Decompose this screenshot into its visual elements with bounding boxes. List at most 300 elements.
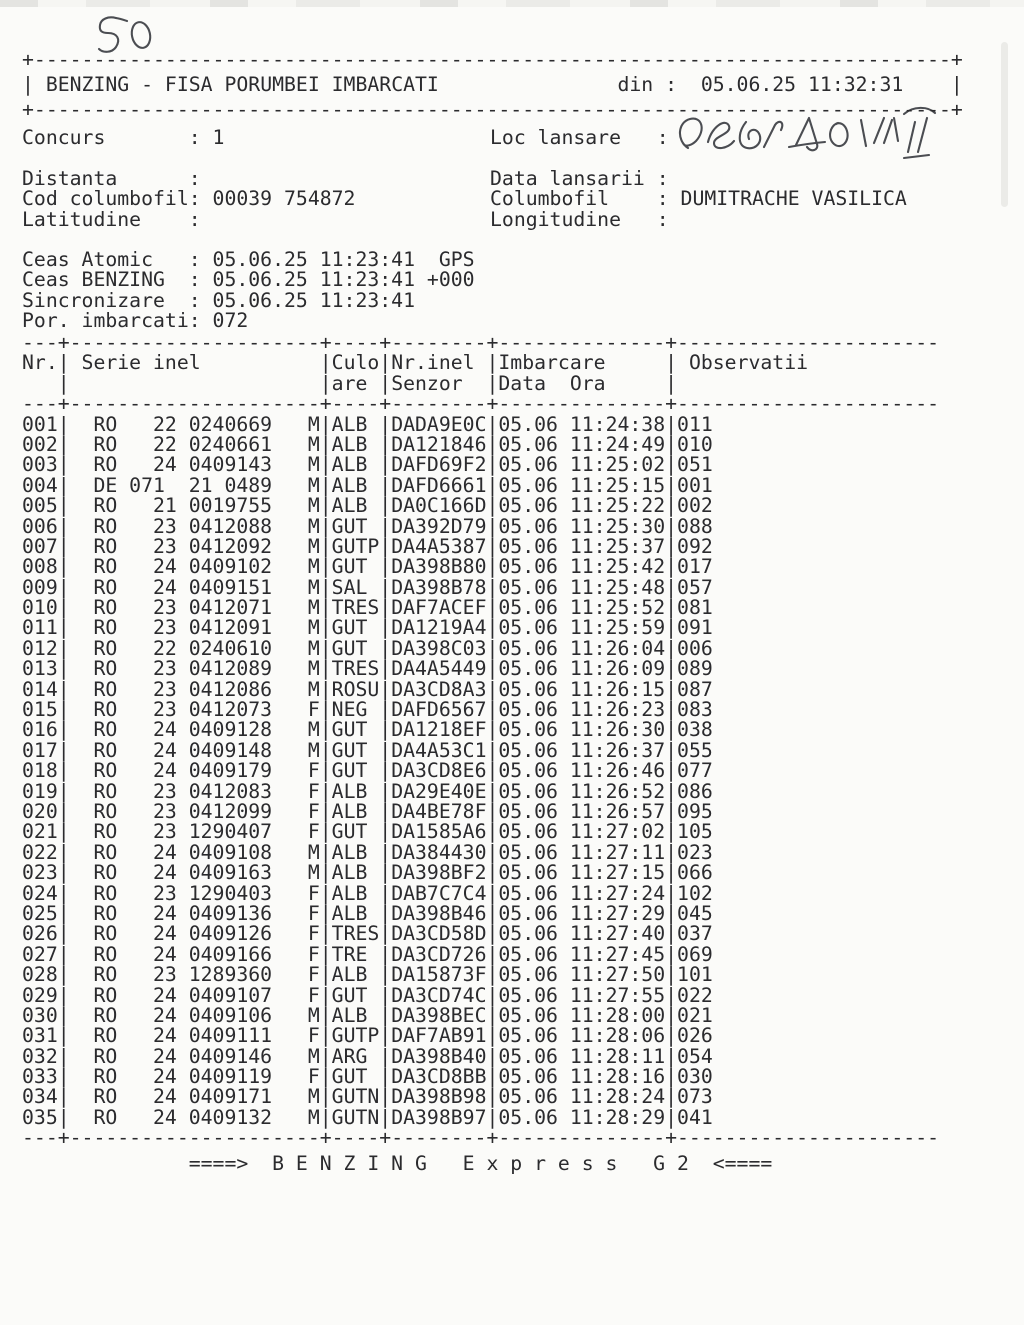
row-imbarcare xyxy=(498,432,666,456)
column-divider: | xyxy=(319,1024,332,1048)
row-serie-inel xyxy=(70,1044,320,1068)
row-imbarcare xyxy=(498,412,666,436)
row-serie-inel xyxy=(70,473,320,497)
row-data: 05.06 xyxy=(498,738,558,762)
row-imbarcare xyxy=(498,779,666,803)
column-divider: | xyxy=(319,963,332,987)
column-divider: | xyxy=(319,473,332,497)
row-imbarcare xyxy=(498,700,665,720)
row-senzor: DA398B97 xyxy=(391,1105,487,1129)
column-divider: | xyxy=(665,1024,678,1048)
column-divider: | xyxy=(57,963,70,987)
row-sex: M xyxy=(307,575,320,599)
row-serie-text: RO 23 1290407 xyxy=(93,820,273,844)
column-divider: | xyxy=(379,555,392,579)
row-data: 05.06 xyxy=(498,555,558,579)
row-senzor: DAF7ACEF xyxy=(391,596,487,620)
column-divider: | xyxy=(379,983,392,1007)
row-observatii: 086 xyxy=(677,779,713,803)
row-ora: 11:28:29 xyxy=(569,1105,666,1129)
column-divider: | xyxy=(57,351,70,375)
row-nr: 032 xyxy=(22,1044,58,1068)
info-block xyxy=(22,128,907,230)
row-sex: F xyxy=(307,759,320,783)
row-imbarcare xyxy=(498,1087,665,1107)
row-imbarcare xyxy=(498,557,665,577)
column-divider: | xyxy=(57,616,70,640)
row-serie-inel xyxy=(70,1026,320,1046)
table-row xyxy=(22,720,939,740)
column-divider: | xyxy=(379,1105,392,1129)
row-serie-text: RO 24 0409171 xyxy=(93,1085,273,1109)
row-observatii: 021 xyxy=(677,1003,713,1027)
row-imbarcare xyxy=(498,983,666,1007)
column-divider: | xyxy=(665,657,678,681)
table-row xyxy=(22,924,939,944)
row-culoare: ALB xyxy=(331,779,368,803)
column-divider: | xyxy=(57,555,70,579)
row-imbarcare xyxy=(498,618,665,638)
field-label: Columbofil xyxy=(490,187,610,210)
row-observatii: 083 xyxy=(677,698,713,722)
clock-block xyxy=(22,250,475,332)
row-ora: 11:25:52 xyxy=(569,596,666,620)
table-row xyxy=(22,514,939,538)
row-observatii: 077 xyxy=(677,759,713,783)
clock-ceas-benzing xyxy=(22,270,475,290)
column-divider: | xyxy=(486,1105,499,1129)
row-data: 05.06 xyxy=(498,677,558,701)
table-row xyxy=(22,1026,939,1046)
row-ora: 11:25:22 xyxy=(569,494,666,518)
row-serie-inel xyxy=(70,534,320,558)
row-serie-text: RO 24 0409166 xyxy=(93,942,273,966)
field-label: Ceas Atomic xyxy=(22,248,154,271)
column-divider: | xyxy=(57,677,70,701)
row-data: 05.06 xyxy=(498,412,558,436)
row-ora: 11:27:40 xyxy=(569,922,666,946)
column-divider: | xyxy=(57,983,70,1007)
row-observatii: 069 xyxy=(677,942,713,966)
column-divider: | xyxy=(57,1003,70,1027)
column-divider: | xyxy=(486,759,499,783)
row-nr: 016 xyxy=(22,718,58,742)
column-divider: | xyxy=(319,1003,332,1027)
row-ora: 11:28:16 xyxy=(569,1065,666,1089)
column-divider: | xyxy=(57,881,70,905)
row-senzor: DA398C03 xyxy=(391,636,487,660)
table-row xyxy=(22,881,939,905)
colon: : xyxy=(656,187,669,210)
column-divider: | xyxy=(379,677,392,701)
row-serie-inel xyxy=(70,700,320,720)
column-divider: | xyxy=(57,371,70,395)
row-serie-text: RO 23 0412086 xyxy=(93,677,273,701)
row-ora: 11:26:09 xyxy=(569,657,666,681)
row-observatii: 041 xyxy=(677,1105,713,1129)
column-divider: | xyxy=(665,698,678,722)
row-imbarcare xyxy=(498,636,666,660)
column-divider: | xyxy=(665,534,678,558)
column-divider: | xyxy=(486,698,499,722)
column-divider: | xyxy=(665,1085,678,1109)
row-nr: 031 xyxy=(22,1024,58,1048)
row-ora: 11:27:55 xyxy=(569,983,666,1007)
column-divider: | xyxy=(379,473,392,497)
column-divider: | xyxy=(665,412,678,436)
column-divider: | xyxy=(319,453,332,477)
row-ora: 11:26:46 xyxy=(569,759,666,783)
field-label: Data lansarii xyxy=(490,166,645,190)
row-ora: 11:27:29 xyxy=(569,901,666,925)
column-divider: | xyxy=(57,820,70,844)
row-culoare: TRES xyxy=(331,657,380,681)
table-row xyxy=(22,598,939,618)
row-observatii: 026 xyxy=(677,1024,713,1048)
row-ora: 11:25:59 xyxy=(569,616,666,640)
row-data: 05.06 xyxy=(498,453,558,477)
column-divider: | xyxy=(319,942,332,966)
row-imbarcare xyxy=(498,965,665,985)
info-loc-lansare xyxy=(490,128,681,149)
column-divider: | xyxy=(665,1003,678,1027)
row-culoare: GUT xyxy=(331,820,368,844)
row-ora: 11:25:48 xyxy=(569,575,666,599)
column-divider: | xyxy=(319,677,332,701)
row-senzor: DAFD6567 xyxy=(391,698,487,722)
row-serie-inel xyxy=(70,514,320,538)
row-nr: 027 xyxy=(22,942,58,966)
column-divider: | xyxy=(379,534,392,558)
row-serie-text: RO 24 0409163 xyxy=(93,861,273,885)
col-header-blank xyxy=(677,374,939,394)
row-serie-text: RO 24 0409126 xyxy=(93,922,273,946)
field-label: Cod columbofil xyxy=(22,187,189,210)
column-divider: | xyxy=(319,983,332,1007)
row-serie-inel xyxy=(70,738,320,762)
row-serie-text: RO 23 0412092 xyxy=(93,534,273,558)
column-divider: | xyxy=(379,432,392,456)
row-senzor: DA3CD74C xyxy=(391,983,487,1007)
row-culoare: GUT xyxy=(331,636,368,660)
row-culoare: GUTN xyxy=(331,1105,380,1129)
row-imbarcare xyxy=(498,901,666,925)
table-row xyxy=(22,534,939,558)
column-divider: | xyxy=(486,820,499,844)
row-serie-inel xyxy=(70,598,320,618)
table-row xyxy=(22,799,939,823)
colon: : xyxy=(656,126,669,149)
row-observatii: 091 xyxy=(677,616,713,640)
column-divider: | xyxy=(486,596,499,620)
field-value: DUMITRACHE VASILICA xyxy=(680,187,907,210)
column-divider: | xyxy=(665,432,678,456)
row-ora: 11:27:15 xyxy=(569,861,666,885)
column-divider: | xyxy=(57,432,70,456)
column-divider: | xyxy=(319,1044,332,1068)
row-senzor: DA29E40E xyxy=(391,779,487,803)
column-divider: | xyxy=(665,983,678,1007)
column-divider: | xyxy=(379,759,392,783)
column-divider: | xyxy=(486,677,499,701)
table-row xyxy=(22,557,939,577)
column-divider: | xyxy=(57,698,70,722)
row-ora: 11:24:49 xyxy=(569,432,666,456)
row-serie-inel xyxy=(70,942,320,966)
column-divider: | xyxy=(57,575,70,599)
column-divider: | xyxy=(486,963,499,987)
column-divider: | xyxy=(319,412,332,436)
column-divider: | xyxy=(486,453,499,477)
row-sex: F xyxy=(307,1024,320,1048)
row-culoare: ROSU xyxy=(331,677,380,701)
row-serie-inel xyxy=(70,840,320,864)
column-divider: | xyxy=(319,371,332,395)
row-nr: 006 xyxy=(22,514,58,538)
row-culoare: ALB xyxy=(331,840,368,864)
row-observatii: 105 xyxy=(677,820,713,844)
row-culoare: ALB xyxy=(331,494,368,518)
row-senzor: DA398B40 xyxy=(391,1044,487,1068)
row-data: 05.06 xyxy=(498,942,558,966)
row-serie-text: RO 22 0240669 xyxy=(93,412,273,436)
row-sex: M xyxy=(307,473,320,497)
column-divider: | xyxy=(379,494,392,518)
row-data: 05.06 xyxy=(498,963,558,987)
row-observatii: 051 xyxy=(677,453,713,477)
row-nr: 023 xyxy=(22,861,58,885)
row-culoare: ALB xyxy=(331,432,368,456)
row-observatii: 057 xyxy=(677,575,713,599)
box-border-right: | xyxy=(950,73,963,96)
column-divider: | xyxy=(319,534,332,558)
column-divider: | xyxy=(665,677,678,701)
row-ora: 11:27:11 xyxy=(569,840,666,864)
row-culoare: GUT xyxy=(331,616,368,640)
row-nr: 001 xyxy=(22,412,58,436)
row-observatii: 001 xyxy=(677,473,713,497)
column-divider: | xyxy=(486,881,499,905)
row-sex: M xyxy=(307,616,320,640)
column-divider: | xyxy=(57,759,70,783)
column-divider: | xyxy=(665,1105,678,1129)
row-data: 05.06 xyxy=(498,575,558,599)
row-serie-inel xyxy=(70,432,320,456)
row-imbarcare xyxy=(498,1003,666,1027)
column-divider: | xyxy=(665,840,678,864)
row-nr: 011 xyxy=(22,616,58,640)
row-serie-inel xyxy=(70,677,320,701)
row-sex: F xyxy=(307,983,320,1007)
column-divider: | xyxy=(665,453,678,477)
column-divider: | xyxy=(319,351,332,375)
row-culoare: GUT xyxy=(331,1065,368,1089)
column-divider: | xyxy=(57,1105,70,1129)
row-ora: 11:26:52 xyxy=(569,779,666,803)
row-sex: F xyxy=(307,901,320,925)
row-culoare: ALB xyxy=(331,963,368,987)
column-divider: | xyxy=(319,779,332,803)
row-senzor: DA4A5449 xyxy=(391,657,487,681)
row-culoare: GUTN xyxy=(331,1085,380,1109)
row-sex: F xyxy=(307,942,320,966)
row-nr: 009 xyxy=(22,575,58,599)
column-divider: | xyxy=(57,514,70,538)
row-serie-inel xyxy=(70,659,320,679)
row-data: 05.06 xyxy=(498,1085,558,1109)
table-row xyxy=(22,636,939,660)
row-nr: 013 xyxy=(22,657,58,681)
row-sex: M xyxy=(307,738,320,762)
row-serie-inel xyxy=(70,799,320,823)
row-serie-text: RO 24 0409108 xyxy=(93,840,273,864)
table-row xyxy=(22,1067,939,1087)
column-divider: | xyxy=(379,942,392,966)
clock-sincronizare xyxy=(22,288,475,312)
row-sex: M xyxy=(307,1085,320,1109)
row-nr: 010 xyxy=(22,596,58,620)
column-divider: | xyxy=(486,494,499,518)
row-imbarcare xyxy=(498,1044,666,1068)
field-value: 05.06.25 11:23:41 xyxy=(212,288,416,312)
info-latitudine xyxy=(22,207,490,231)
row-ora: 11:25:42 xyxy=(569,555,666,579)
row-nr: 002 xyxy=(22,432,58,456)
row-serie-inel xyxy=(70,557,320,577)
row-imbarcare xyxy=(498,575,666,599)
row-sex: F xyxy=(307,881,320,905)
row-nr: 015 xyxy=(22,698,58,722)
column-divider: | xyxy=(379,861,392,885)
column-divider: | xyxy=(57,534,70,558)
row-sex: M xyxy=(307,412,320,436)
row-imbarcare xyxy=(498,942,666,966)
row-data: 05.06 xyxy=(498,861,558,885)
row-senzor: DADA9E0C xyxy=(391,412,487,436)
row-serie-inel xyxy=(70,455,320,475)
row-observatii: 055 xyxy=(677,738,713,762)
report-title: BENZING - FISA PORUMBEI IMBARCATI xyxy=(45,73,439,96)
field-value: 05.06.25 11:23:41 GPS xyxy=(212,248,475,271)
row-senzor: DA15873F xyxy=(391,963,487,987)
row-observatii: 038 xyxy=(677,718,713,742)
row-ora: 11:26:37 xyxy=(569,738,666,762)
row-data: 05.06 xyxy=(498,1024,558,1048)
row-serie-text: RO 24 0409148 xyxy=(93,738,273,762)
row-observatii: 081 xyxy=(677,596,713,620)
colon: : xyxy=(188,166,201,190)
column-divider: | xyxy=(319,759,332,783)
row-serie-text: RO 23 0412073 xyxy=(93,698,273,722)
row-imbarcare xyxy=(498,677,666,701)
col-header-senzor: Nr.inel xyxy=(391,351,475,375)
row-imbarcare xyxy=(498,514,666,538)
row-nr: 020 xyxy=(22,799,58,823)
row-serie-inel xyxy=(70,1105,320,1129)
row-imbarcare xyxy=(498,455,665,475)
row-senzor: DA384430 xyxy=(391,840,487,864)
column-divider: | xyxy=(57,718,70,742)
row-senzor: DA1219A4 xyxy=(391,616,487,640)
row-observatii: 017 xyxy=(677,555,713,579)
col-header-serie: Serie inel xyxy=(81,351,201,375)
column-divider: | xyxy=(486,799,499,823)
table-row xyxy=(22,738,939,762)
column-divider: | xyxy=(57,412,70,436)
row-data: 05.06 xyxy=(498,698,558,722)
row-sex: M xyxy=(307,1105,320,1129)
row-observatii: 011 xyxy=(677,412,713,436)
col-header-senzor-2: Senzor xyxy=(391,371,463,395)
column-divider: | xyxy=(486,922,499,946)
row-observatii: 045 xyxy=(677,901,713,925)
column-divider: | xyxy=(486,432,499,456)
column-divider: | xyxy=(379,514,392,538)
row-nr: 018 xyxy=(22,759,58,783)
column-divider: | xyxy=(665,861,678,885)
row-culoare: GUT xyxy=(331,718,368,742)
table-row xyxy=(22,496,939,516)
column-divider: | xyxy=(486,983,499,1007)
column-divider: | xyxy=(57,636,70,660)
row-data: 05.06 xyxy=(498,983,558,1007)
row-serie-inel xyxy=(70,636,320,660)
row-culoare: NEG xyxy=(331,698,368,722)
row-culoare: SAL xyxy=(331,575,368,599)
row-data: 05.06 xyxy=(498,616,558,640)
row-senzor: DA398B80 xyxy=(391,555,487,579)
row-sex: M xyxy=(307,494,320,518)
colon: : xyxy=(188,309,201,333)
column-divider: | xyxy=(665,718,678,742)
row-serie-text: RO 23 0412089 xyxy=(93,657,273,681)
column-divider: | xyxy=(57,1065,70,1089)
column-divider: | xyxy=(319,616,332,640)
row-senzor: DAFD6661 xyxy=(391,473,487,497)
table-separator: ---+---------------------+----+--------+--------------+---------------------- xyxy=(22,1126,940,1150)
row-serie-inel xyxy=(70,779,320,803)
column-divider: | xyxy=(665,1065,678,1089)
row-observatii: 006 xyxy=(677,636,713,660)
row-nr: 035 xyxy=(22,1105,58,1129)
row-culoare: ALB xyxy=(331,473,368,497)
row-serie-inel xyxy=(70,720,320,740)
column-divider: | xyxy=(486,534,499,558)
row-nr: 014 xyxy=(22,677,58,701)
row-ora: 11:28:00 xyxy=(569,1003,666,1027)
column-divider: | xyxy=(665,759,678,783)
row-sex: M xyxy=(307,1044,320,1068)
row-data: 05.06 xyxy=(498,494,558,518)
table-header-line-1 xyxy=(22,353,939,373)
row-senzor: DA4BE78F xyxy=(391,799,487,823)
row-data: 05.06 xyxy=(498,473,558,497)
column-divider: | xyxy=(665,351,678,375)
colon: : xyxy=(188,187,201,210)
row-data: 05.06 xyxy=(498,596,558,620)
row-data: 05.06 xyxy=(498,636,558,660)
table-row xyxy=(22,1105,939,1129)
row-observatii: 023 xyxy=(677,840,713,864)
row-observatii: 066 xyxy=(677,861,713,885)
column-divider: | xyxy=(665,942,678,966)
column-divider: | xyxy=(319,718,332,742)
row-ora: 11:26:15 xyxy=(569,677,666,701)
column-divider: | xyxy=(319,738,332,762)
row-serie-text: RO 23 0412091 xyxy=(93,616,273,640)
scan-edge-artifact xyxy=(0,0,1024,7)
info-row xyxy=(22,166,907,190)
